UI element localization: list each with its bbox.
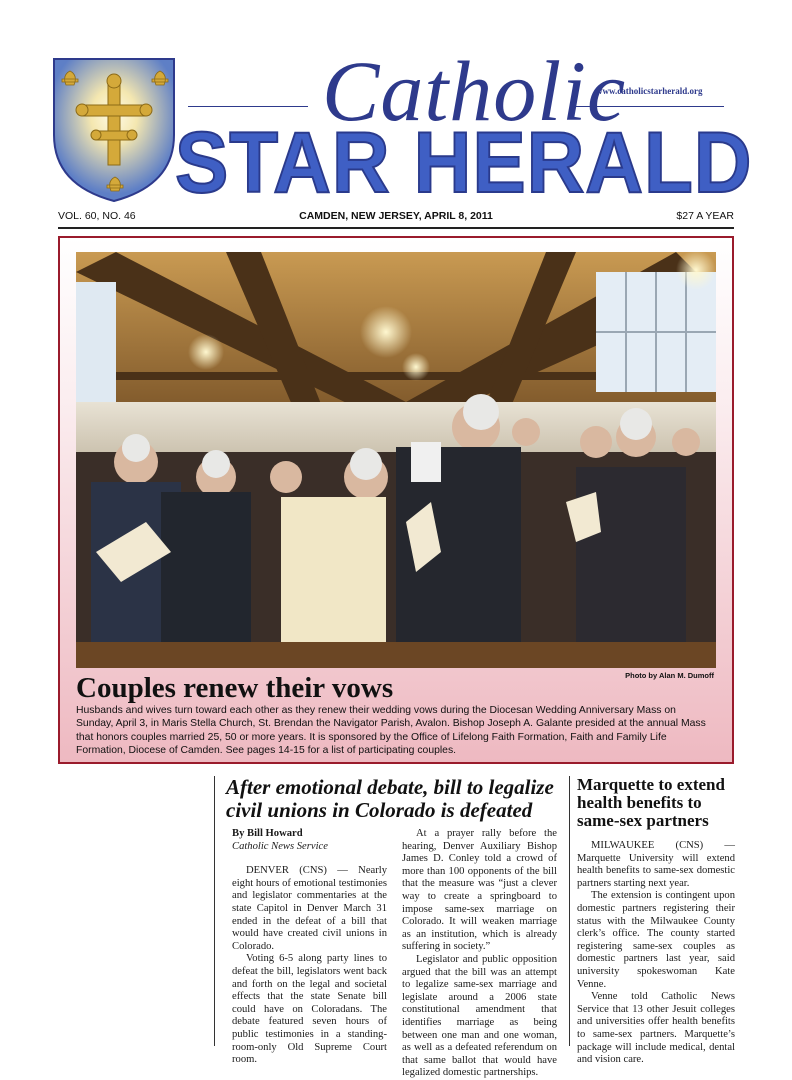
story-colorado-headline[interactable]: After emotional debate, bill to legalize civil unions in Colorado is defeated [226, 775, 554, 822]
story-colorado [226, 775, 561, 1079]
paragraph: Legislator and public opposition argued that the bill was an attempt to legalize same-sex marriage and legislate around a 2006 state constitutional amendment that identifies marriage as being between one man and one woman, as well as a defeated referendum on that same ballot that would have legalized domestic partnerships. [402, 953, 557, 1079]
paragraph: Voting 6-5 along party lines to defeat the bill, legislators went back and forth on the legal and societal effects that the state Senate bill could have on Coloradans. The debate featured seven hours of public testimonies in a standing-room-only Old Supreme Court room. [232, 953, 387, 1066]
subscription-price: $27 A YEAR [676, 210, 734, 222]
story-colorado-column-2 [402, 828, 557, 1080]
masthead-block-title: STAR HERALD [175, 115, 753, 211]
story-colorado-column-1 [232, 828, 387, 1067]
paragraph: Venne told Catholic News Service that 13 other Jesuit colleges and universities offer health benefits to same-sex partners. Marquette’s package will include medical, dental and vision care. [577, 991, 735, 1066]
masthead-script-title: Catholic [322, 43, 627, 139]
paragraph: The extension is contingent upon domestic partners registering their status with the Milwaukee County clerk’s office. The county started registering same-sex couples as domestic partners last year, said university spokeswoman Kate Venne. [577, 890, 735, 990]
story-marquette [577, 776, 735, 1067]
paragraph: MILWAUKEE (CNS) — Marquette University will extend health benefits to same-sex domestic partners starting next year. [577, 840, 735, 889]
dateline [58, 210, 734, 226]
feature-box [58, 236, 734, 764]
paragraph: At a prayer rally before the hearing, Denver Auxiliary Bishop James D. Conley told a crowd of more than 100 opponents of the bill that the measure was “just a clever way to create a springboard to impose same-sex marriage on Colorado. It will weaken marriage as an institution, which is already suffering in society.” [402, 828, 557, 953]
place-date: CAMDEN, NEW JERSEY, APRIL 8, 2011 [299, 210, 493, 222]
church-photo [76, 252, 716, 668]
photo-caption: Husbands and wives turn toward each other as they renew their wedding vows during the Diocesan Wedding Anniversary Mass on Sunday, April 3, in Maris Stella Church, St. Brendan the Navigator Parish, Avalon. Bishop Joseph A. Galante presided at the annual Mass that honors couples married 25, 50 or more years. It is sponsored by the Office of Lifelong Faith Formation, Faith and Family Life Formation, Diocese of Camden. See pages 14-15 for a list of participating couples. [76, 705, 706, 757]
masthead [175, 43, 753, 211]
feature-headline: Couples renew their vows [76, 672, 394, 704]
masthead-divider [58, 227, 734, 229]
masthead-rule-left [188, 106, 308, 107]
website-url[interactable]: www.catholicstarherald.org [596, 86, 703, 96]
news-service: Catholic News Service [232, 840, 328, 852]
story-marquette-body [577, 840, 735, 1067]
column-rule-left [214, 776, 215, 1046]
column-rule-right [569, 776, 570, 1046]
photo-credit: Photo by Alan M. Dumoff [625, 671, 714, 680]
diocesan-crest-icon [52, 57, 176, 203]
paragraph: DENVER (CNS) — Nearly eight hours of emotional testimonies and legislator commentaries at the state Capitol in Denver March 31 ended in the defeat of a bill that would have created civil unions in Colorado. [232, 865, 387, 952]
byline: By Bill Howard [232, 828, 303, 839]
story-marquette-headline[interactable]: Marquette to extend health benefits to same-sex partners [577, 775, 725, 830]
volume-number: VOL. 60, NO. 46 [58, 210, 136, 222]
